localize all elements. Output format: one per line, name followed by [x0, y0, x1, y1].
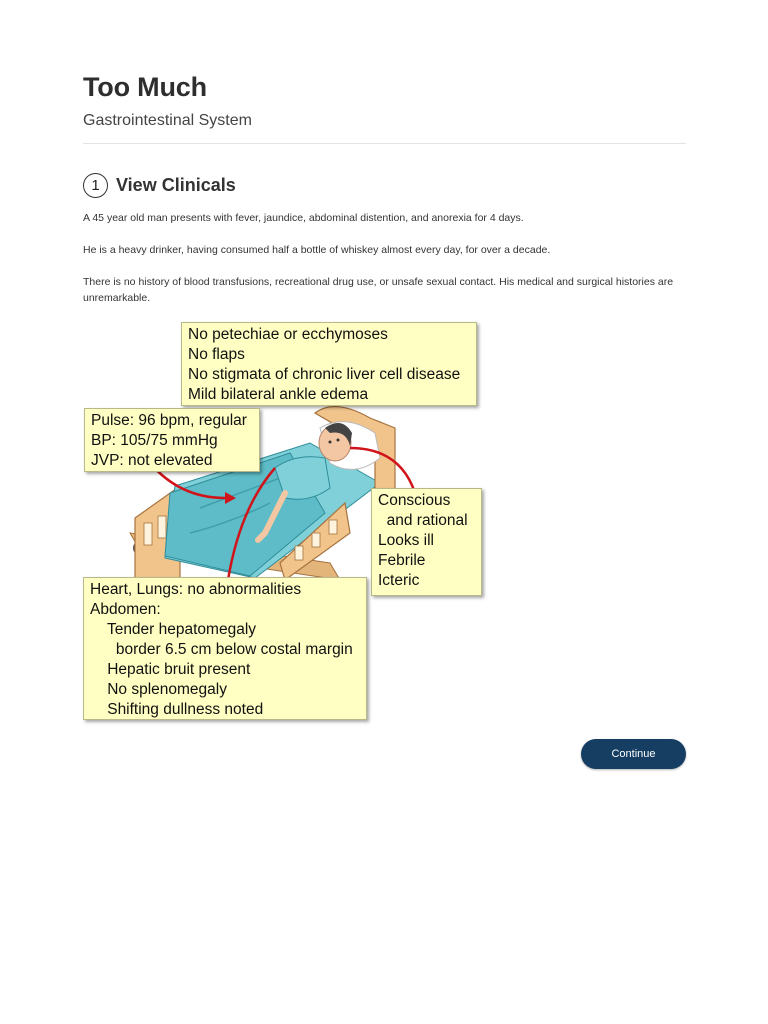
page-title: Too Much — [83, 72, 207, 102]
clinical-illustration — [80, 318, 490, 728]
note-line: No splenomegaly — [90, 681, 227, 698]
vitals-note — [84, 408, 260, 472]
general-appearance-note — [371, 488, 482, 596]
clinical-paragraph-3: There is no history of blood transfusions, recreational drug use, or unsafe sexual contact. His medical and surgical histories are unremarkable. — [83, 276, 674, 304]
skin-findings-note — [181, 322, 477, 406]
note-line: Mild bilateral ankle edema — [188, 386, 369, 403]
note-line: Shifting dullness noted — [90, 701, 264, 718]
note-line: Abdomen: — [90, 601, 161, 618]
note-line: Conscious — [378, 492, 451, 509]
clinical-paragraph-1: A 45 year old man presents with fever, jaundice, abdominal distention, and anorexia for 4 days. — [83, 212, 524, 224]
note-line: No petechiae or ecchymoses — [188, 326, 388, 343]
header-divider — [83, 143, 686, 144]
step-header — [83, 173, 236, 198]
note-line: JVP: not elevated — [91, 452, 213, 469]
note-line: Tender hepatomegaly — [90, 621, 257, 638]
note-line: Icteric — [378, 572, 420, 589]
note-line: Hepatic bruit present — [90, 661, 251, 678]
step-number-badge: 1 — [83, 173, 108, 198]
page-subtitle: Gastrointestinal System — [83, 112, 252, 129]
note-line: Pulse: 96 bpm, regular — [91, 412, 247, 429]
note-line: No stigmata of chronic liver cell disease — [188, 366, 461, 383]
note-line: border 6.5 cm below costal margin — [90, 641, 353, 658]
note-line: Febrile — [378, 552, 426, 569]
note-line: BP: 105/75 mmHg — [91, 432, 218, 449]
note-line: Heart, Lungs: no abnormalities — [90, 581, 302, 598]
continue-button[interactable]: Continue — [581, 739, 686, 769]
clinical-paragraph-2: He is a heavy drinker, having consumed half a bottle of whiskey almost every day, for over a decade. — [83, 244, 551, 256]
note-line: No flaps — [188, 346, 245, 363]
step-title: View Clinicals — [116, 175, 236, 195]
examination-findings-note — [83, 577, 367, 720]
note-line: Looks ill — [378, 532, 434, 549]
note-line: and rational — [378, 512, 468, 529]
